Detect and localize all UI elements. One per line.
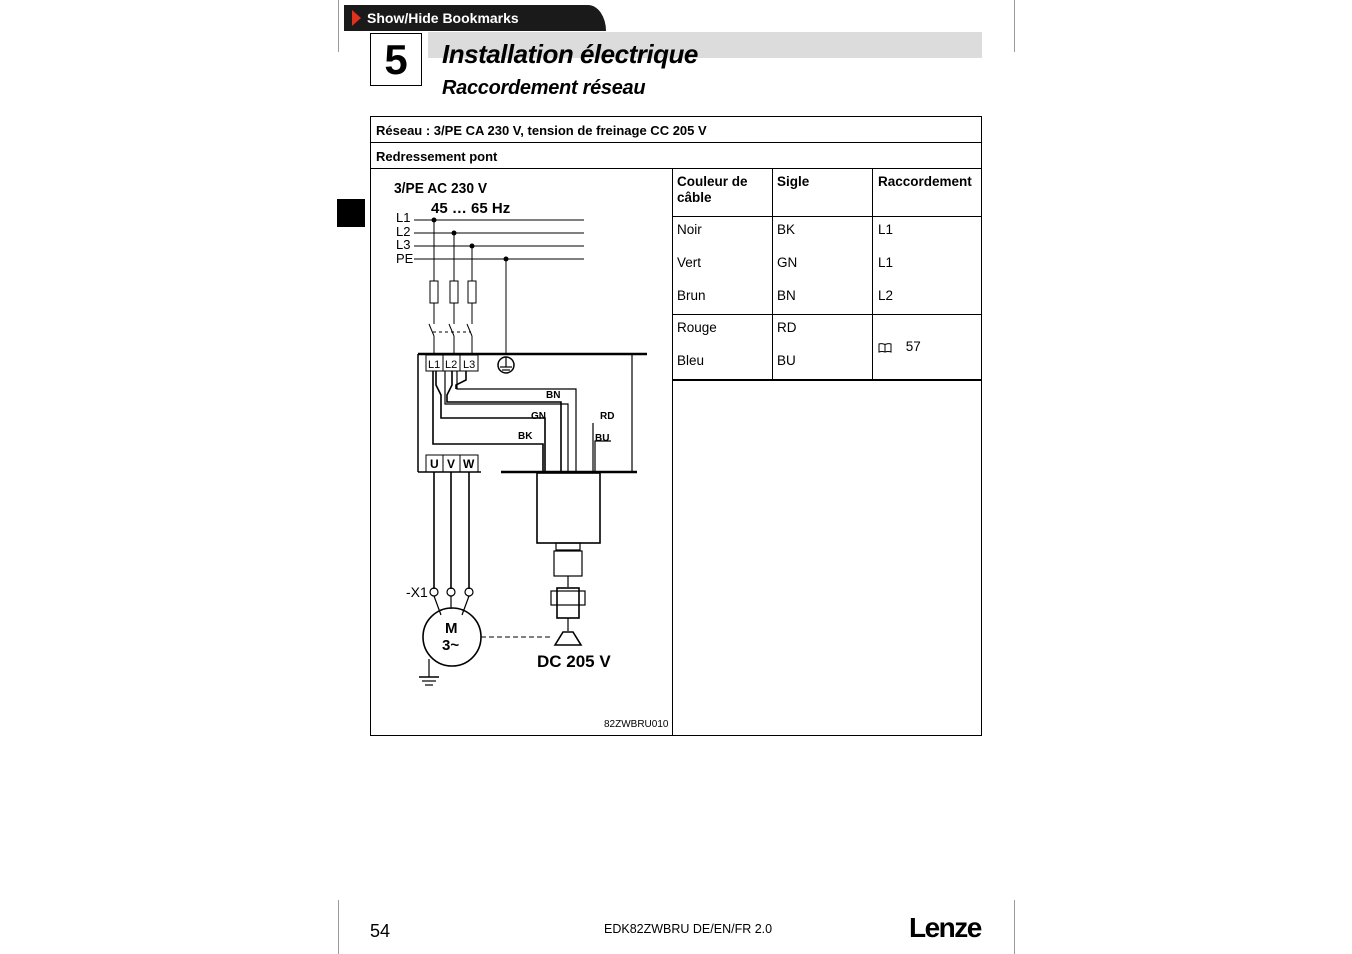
crop-mark bbox=[1014, 0, 1015, 52]
cell-connection: L1 bbox=[878, 222, 894, 237]
cell-code: GN bbox=[777, 255, 798, 270]
crop-mark bbox=[338, 0, 339, 52]
column-header-connection: Raccordement bbox=[878, 174, 972, 189]
line-label-l3: L3 bbox=[396, 237, 411, 252]
column-header-code: Sigle bbox=[777, 174, 810, 189]
cell-connection: L2 bbox=[878, 288, 894, 303]
wire-label-gn: GN bbox=[531, 411, 546, 422]
line-label-l2: L2 bbox=[396, 224, 411, 239]
column-divider bbox=[872, 169, 873, 380]
line-label-pe: PE bbox=[396, 251, 414, 266]
row-divider bbox=[673, 216, 982, 217]
output-terminal-w: W bbox=[463, 457, 475, 471]
cell-color: Vert bbox=[677, 255, 702, 270]
cell-color: Brun bbox=[677, 288, 706, 303]
table-header-network: Réseau : 3/PE CA 230 V, tension de freinage CC 205 V bbox=[376, 123, 707, 138]
row-divider bbox=[673, 314, 982, 315]
cell-code: RD bbox=[777, 320, 797, 335]
cable-table bbox=[673, 169, 982, 381]
crop-mark bbox=[1014, 900, 1015, 954]
cell-color: Noir bbox=[677, 222, 702, 237]
output-terminal-u: U bbox=[430, 457, 439, 471]
row-divider bbox=[371, 142, 981, 143]
supply-frequency-label: 45 … 65 Hz bbox=[431, 200, 511, 217]
page-number: 54 bbox=[370, 921, 391, 941]
crop-mark bbox=[338, 900, 339, 954]
input-terminal-l2: L2 bbox=[445, 359, 458, 371]
lenze-logo: Lenze bbox=[909, 912, 981, 943]
motor-label: M bbox=[445, 620, 458, 637]
book-icon bbox=[878, 342, 892, 353]
cell-code: BN bbox=[777, 288, 796, 303]
figure-id: 82ZWBRU010 bbox=[604, 719, 669, 730]
page-reference-link[interactable] bbox=[878, 339, 921, 354]
cell-color: Bleu bbox=[677, 353, 705, 368]
cell-code: BU bbox=[777, 353, 796, 368]
table-header-rectifier: Redressement pont bbox=[376, 149, 498, 164]
chapter-number: 5 bbox=[370, 33, 422, 86]
show-hide-bookmarks-button[interactable] bbox=[344, 5, 606, 31]
page-reference-number: 57 bbox=[905, 339, 921, 354]
motor-connector-label: -X1 bbox=[406, 584, 428, 600]
wiring-diagram bbox=[371, 169, 672, 736]
triangle-right-icon bbox=[352, 10, 361, 26]
page-subtitle: Raccordement réseau bbox=[442, 77, 646, 99]
supply-voltage-label: 3/PE AC 230 V bbox=[394, 180, 488, 198]
page-title: Installation électrique bbox=[442, 39, 698, 69]
wire-label-rd: RD bbox=[600, 411, 615, 422]
wire-label-bk: BK bbox=[518, 431, 533, 442]
cell-connection: L1 bbox=[878, 255, 894, 270]
column-header-color: Couleur de câble bbox=[677, 174, 748, 205]
input-terminal-l3: L3 bbox=[463, 359, 476, 371]
motor-phase-label: 3~ bbox=[442, 637, 460, 654]
brake-voltage-label: DC 205 V bbox=[537, 652, 611, 671]
cell-code: BK bbox=[777, 222, 796, 237]
document-code: EDK82ZWBRU DE/EN/FR 2.0 bbox=[604, 922, 773, 936]
cell-color: Rouge bbox=[677, 320, 717, 335]
column-divider bbox=[772, 169, 773, 380]
input-terminal-l1: L1 bbox=[428, 359, 441, 371]
wire-label-bn: BN bbox=[546, 390, 561, 401]
output-terminal-v: V bbox=[447, 457, 456, 471]
row-divider bbox=[673, 379, 982, 381]
chapter-marker bbox=[337, 199, 365, 227]
bookmarks-label: Show/Hide Bookmarks bbox=[367, 10, 519, 26]
wire-label-bu: BU bbox=[595, 433, 610, 444]
line-label-l1: L1 bbox=[396, 210, 411, 225]
